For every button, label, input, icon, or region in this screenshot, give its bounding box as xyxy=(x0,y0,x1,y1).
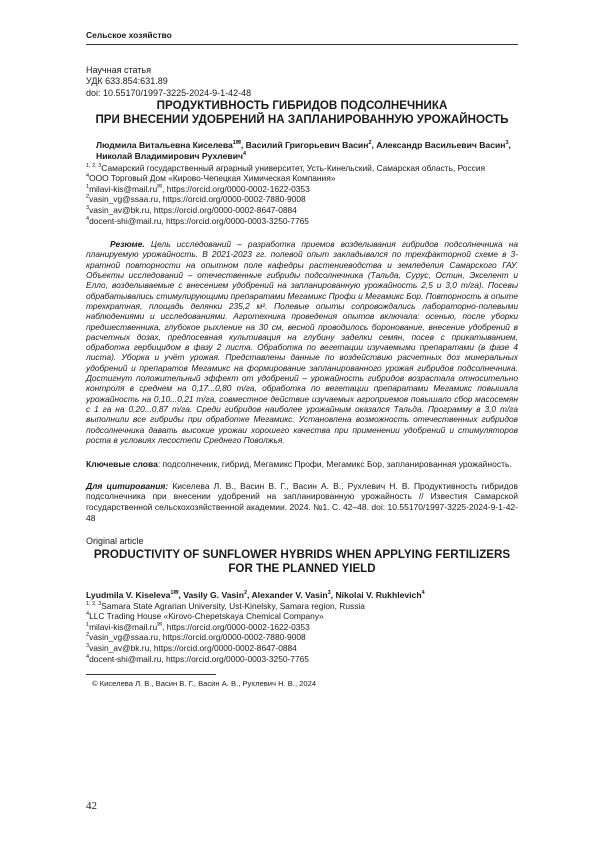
contact-line xyxy=(86,643,518,654)
authors xyxy=(86,140,518,162)
mail-icon: ✉ xyxy=(235,140,241,147)
author-name: Николай Владимирович Рухлевич xyxy=(96,151,243,162)
doi: doi: 10.55170/1997-3225-2024-9-1-42-48 xyxy=(86,87,252,98)
author-separator: , xyxy=(240,140,246,151)
abstract-text: Цель исследований – разработка приемов возделывания гибридов подсолнечника на планируемую урожайность. В 2021-2023 гг. полевой опыт закладывался по трехфакторной схеме в 3-кратной повторности на опытном поле кафедры растениеводства и земледелия Самарского ГАУ. Объекты исследований – отечественные гибриды подсолнечника (Тальда, Сурус, Остин, Экселент и Елло, возделываемые с внесением удобрений на запланированную урожайность 2,5 и 3,0 т/га). Посевы обрабатывались стимулирующими препаратами Мегамикс Профи и Мегамикс Бор. Повторность в опыте трехкратная, площадь делянки 235,2 м². Полевые опыты сопровождались лабораторно-полевыми наблюдениями и исследованиями. Агротехника проведения опытов включала: осенью, после уборки предшественника, глубокое рыхление на 30 см, весной проводилось боронование, внесение удобрений в расчетных дозах, предпосевная культивация на глубину заделки семян, посев с прикатыванием, обработка гербицидом в фазу 2 листа. Обработка по вегетации изучаемыми препаратами (в фазе 4 листа). Уборка и учёт урожая. Представлены данные по воздействию расчетных доз минеральных удобрений и препаратов Мегамикс на формирование запланированного урожая гибридов подсолнечника. Достигнут положительный эффект от удобрений – урожайность гибридов возрастала относительно контроля в среднем на 0,17...0,80 т/га, обработка по вегетации препаратами Мегамикс повышала урожайность на 0,10...0,21 т/га, совместное действие изучаемых агроприемов повышало сбор масосемян с 1 га на 0,20...0,87 т/га. Среди гибридов наиболее урожайным оказался Тальда. Программу в 3,0 т/га выполнили все гибриды при обработке Мегамикс. Установлена возможность отечественных гибридов подсолнечника давать высокие урожаи хорошего качества при применении удобрений и стимуляторов роста в условиях лесостепи Среднего Поволжья. xyxy=(86,239,519,445)
author-separator: , xyxy=(371,140,377,151)
orcid-link[interactable]: , https://orcid.org/0000-0003-3250-7765 xyxy=(161,653,309,664)
contact-line xyxy=(86,205,518,216)
author-separator: , xyxy=(508,140,511,151)
keywords-label: Ключевые слова xyxy=(86,459,158,470)
citation xyxy=(86,481,518,523)
contact-line xyxy=(86,194,518,205)
author-affiliation-mark: 3 xyxy=(327,589,331,596)
keywords xyxy=(86,459,518,470)
email-link[interactable]: docent-shi@mail.ru xyxy=(89,653,162,664)
abstract xyxy=(86,239,518,445)
contact-line xyxy=(86,216,518,227)
affiliation-en-2: $^4$LLC Trading House «Kirovo-Chepetskaya Chemical Company» xyxy=(86,611,324,622)
orcid-link[interactable]: , https://orcid.org/0000-0003-3250-7765 xyxy=(161,215,309,226)
author-affiliation-mark: 4 xyxy=(242,151,247,158)
affiliation-2: $^4$ООО Торговый Дом «Кирово-Чепецкая Химическая Компания» xyxy=(86,173,336,184)
author-name: Людмила Витальевна Киселева xyxy=(96,140,233,151)
author-name: Александр Васильевич Васин xyxy=(376,140,506,151)
mail-icon: ✉ xyxy=(173,589,179,596)
author-separator: , xyxy=(247,589,252,600)
contacts xyxy=(86,184,518,226)
mail-icon: ✉ xyxy=(157,184,163,191)
keywords-text: : подсолнечник, гибрид, Мегамикс Профи, Мегамикс Бор, запланированная урожайность. xyxy=(157,459,512,470)
section-header: Сельское хозяйство xyxy=(86,30,518,45)
orcid-link[interactable]: , https://orcid.org/0000-0002-7880-9008 xyxy=(158,632,306,643)
citation-label: Для цитирования: xyxy=(86,480,169,491)
contact-mark: 4 xyxy=(86,215,90,222)
email-link[interactable]: vasin_av@bk.ru xyxy=(89,643,150,654)
contact-mark: 2 xyxy=(86,194,90,201)
email-link[interactable]: vasin_av@bk.ru xyxy=(89,205,150,215)
author-name: Vasily G. Vasin xyxy=(183,589,244,600)
orcid-link[interactable]: , https://orcid.org/0000-0002-8647-0884 xyxy=(149,205,297,215)
author-name: Alexander V. Vasin xyxy=(251,589,328,600)
article-type-en: Original article xyxy=(86,536,144,547)
contact-mark: 1 xyxy=(86,622,90,629)
author-affiliation-mark: 1 xyxy=(170,589,174,596)
email-link[interactable]: docent-shi@mail.ru xyxy=(89,215,162,226)
citation-text: Киселева Л. В., Васин В. Г., Васин А. В., Рухлевич Н. В. Продуктивность гибридов подсолнечника при внесении удобрений на запланированную урожайность // Известия Самарской государственной сельскохозяйственной академии. 2024. №1. С. 42–48. doi: 10.55170/1997-3225-2024-9-1-42-48 xyxy=(86,480,518,523)
author-name: Василий Григорьевич Васин xyxy=(245,140,369,151)
contact-mark: 2 xyxy=(86,632,90,639)
author-name: Nikolai V. Rukhlevich xyxy=(335,589,422,600)
title-line-2: ПРИ ВНЕСЕНИИ УДОБРЕНИЙ НА ЗАПЛАНИРОВАННУЮ УРОЖАЙНОСТЬ xyxy=(95,113,509,127)
author-affiliation-mark: 3 xyxy=(505,140,509,147)
contact-line xyxy=(86,632,518,643)
abstract-label: Резюме. xyxy=(110,239,145,250)
author-affiliation-mark: 4 xyxy=(421,589,425,596)
page xyxy=(86,30,518,690)
contacts-en xyxy=(86,622,518,664)
email-link[interactable]: milavi-kis@mail.ru xyxy=(89,621,158,632)
title-en-line-2: FOR THE PLANNED YIELD xyxy=(228,561,376,575)
authors-en xyxy=(86,590,518,601)
contact-mark: 3 xyxy=(86,205,90,212)
contact-mark: 4 xyxy=(86,653,90,660)
footnote-divider xyxy=(86,674,216,675)
contact-line xyxy=(86,622,518,633)
title-line-1: ПРОДУКТИВНОСТЬ ГИБРИДОВ ПОДСОЛНЕЧНИКА xyxy=(156,99,448,113)
page-number: 42 xyxy=(86,800,97,812)
udc: УДК 633.854:631.89 xyxy=(86,76,168,87)
contact-mark: 1 xyxy=(86,184,90,191)
affiliation-1: $^{1, 2, 3}$Самарский государственный аграрный университет, Усть-Кинельский, Самарская область, Россия xyxy=(86,162,486,173)
author-separator: , xyxy=(330,589,336,600)
author-affiliation-mark: 2 xyxy=(243,589,247,596)
contact-line xyxy=(86,654,518,665)
email-link[interactable]: vasin_vg@ssaa.ru xyxy=(89,194,159,205)
affiliation-en-1: $^{1, 2, 3}$Samara State Agrarian University, Ust-Kinelsky, Samara region, Russia xyxy=(86,600,365,611)
author-affiliation-mark: 1 xyxy=(232,140,236,147)
author-name: Lyudmila V. Kiseleva xyxy=(86,589,171,600)
article-type: Научная статья xyxy=(86,65,151,75)
orcid-link[interactable]: , https://orcid.org/0000-0002-7880-9008 xyxy=(158,194,306,205)
orcid-link[interactable]: , https://orcid.org/0000-0002-1622-0353 xyxy=(162,183,310,194)
contact-line xyxy=(86,184,518,195)
email-link[interactable]: vasin_vg@ssaa.ru xyxy=(89,632,159,643)
orcid-link[interactable]: , https://orcid.org/0000-0002-1622-0353 xyxy=(162,621,310,632)
mail-icon: ✉ xyxy=(157,622,163,629)
title-en-line-1: PRODUCTIVITY OF SUNFLOWER HYBRIDS WHEN APPLYING FERTILIZERS xyxy=(93,547,511,561)
copyright-footnote: © Киселева Л. В., Васин В. Г., Васин А. В., Рухлевич Н. В., 2024 xyxy=(92,679,317,689)
author-affiliation-mark: 2 xyxy=(368,140,372,147)
orcid-link[interactable]: , https://orcid.org/0000-0002-8647-0884 xyxy=(149,643,297,654)
contact-mark: 3 xyxy=(86,643,90,650)
author-separator: , xyxy=(178,589,184,600)
email-link[interactable]: milavi-kis@mail.ru xyxy=(89,183,158,194)
